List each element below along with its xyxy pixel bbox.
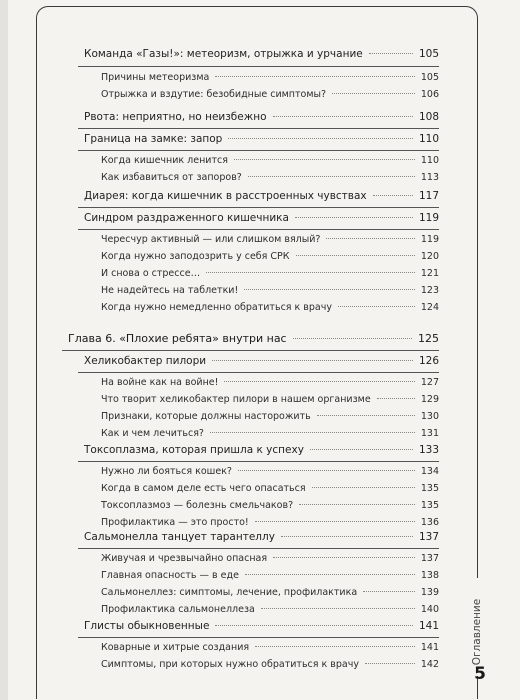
toc-subsection: Живучая и чрезвычайно опасная 137 [101,553,439,564]
toc-section: Рвота: неприятно, но неизбежно 108 [84,111,439,123]
toc-section: Сальмонелла танцует тарантеллу 137 [84,531,439,543]
toc-subsection: Как и чем лечиться? 131 [101,428,439,439]
toc-subsection: Чересчур активный — или слишком вялый? 119 [101,234,439,245]
toc-subsection: Когда нужно немедленно обратиться к врачу 124 [101,302,439,313]
toc-section: Глисты обыкновенные 141 [84,620,439,632]
toc-subsection: Когда кишечник ленится 110 [101,155,439,166]
toc-subsection: Не надейтесь на таблетки! 123 [101,285,439,296]
toc-subsection: Причины метеоризма 105 [101,72,439,83]
toc-section: Граница на замке: запор 110 [84,133,439,145]
toc-subsection: На войне как на войне! 127 [101,377,439,388]
toc-section: Синдром раздраженного кишечника 119 [84,212,439,224]
toc-subsection: Когда в самом деле есть чего опасаться 135 [101,483,439,494]
page-number: 5 [474,664,486,684]
toc-section: Токсоплазма, которая пришла к успеху 133 [84,444,439,456]
toc-section: Диарея: когда кишечник в расстроенных чувствах 117 [84,190,439,202]
toc-subsection: Нужно ли бояться кошек? 134 [101,466,439,477]
toc-subsection: Профилактика сальмонеллеза 140 [101,604,439,615]
toc-chapter: Глава 6. «Плохие ребята» внутри нас 125 [68,332,439,345]
toc-subsection: Признаки, которые должны насторожить 130 [101,411,439,422]
toc-subsection: И снова о стрессе… 121 [101,268,439,279]
toc-subsection: Симптомы, при которых нужно обратиться к врачу 142 [101,659,439,670]
toc-section: Хеликобактер пилори 126 [84,355,439,367]
section-side-label: Оглавление [471,598,483,666]
toc-subsection: Сальмонеллез: симптомы, лечение, профилактика 139 [101,587,439,598]
toc-subsection: Коварные и хитрые создания 141 [101,642,439,653]
toc-subsection: Токсоплазмоз — болезнь смельчаков? 135 [101,500,439,511]
toc-subsection: Главная опасность — в еде 138 [101,570,439,581]
toc-subsection: Что творит хеликобактер пилори в нашем организме 129 [101,394,439,405]
toc-subsection: Когда нужно заподозрить у себя СРК 120 [101,251,439,262]
toc-subsection: Профилактика — это просто! 136 [101,517,439,528]
toc-section: Команда «Газы!»: метеоризм, отрыжка и урчание 105 [84,48,439,60]
toc-subsection: Отрыжка и вздутие: безобидные симптомы? 106 [101,89,439,100]
toc-subsection: Как избавиться от запоров? 113 [101,172,439,183]
